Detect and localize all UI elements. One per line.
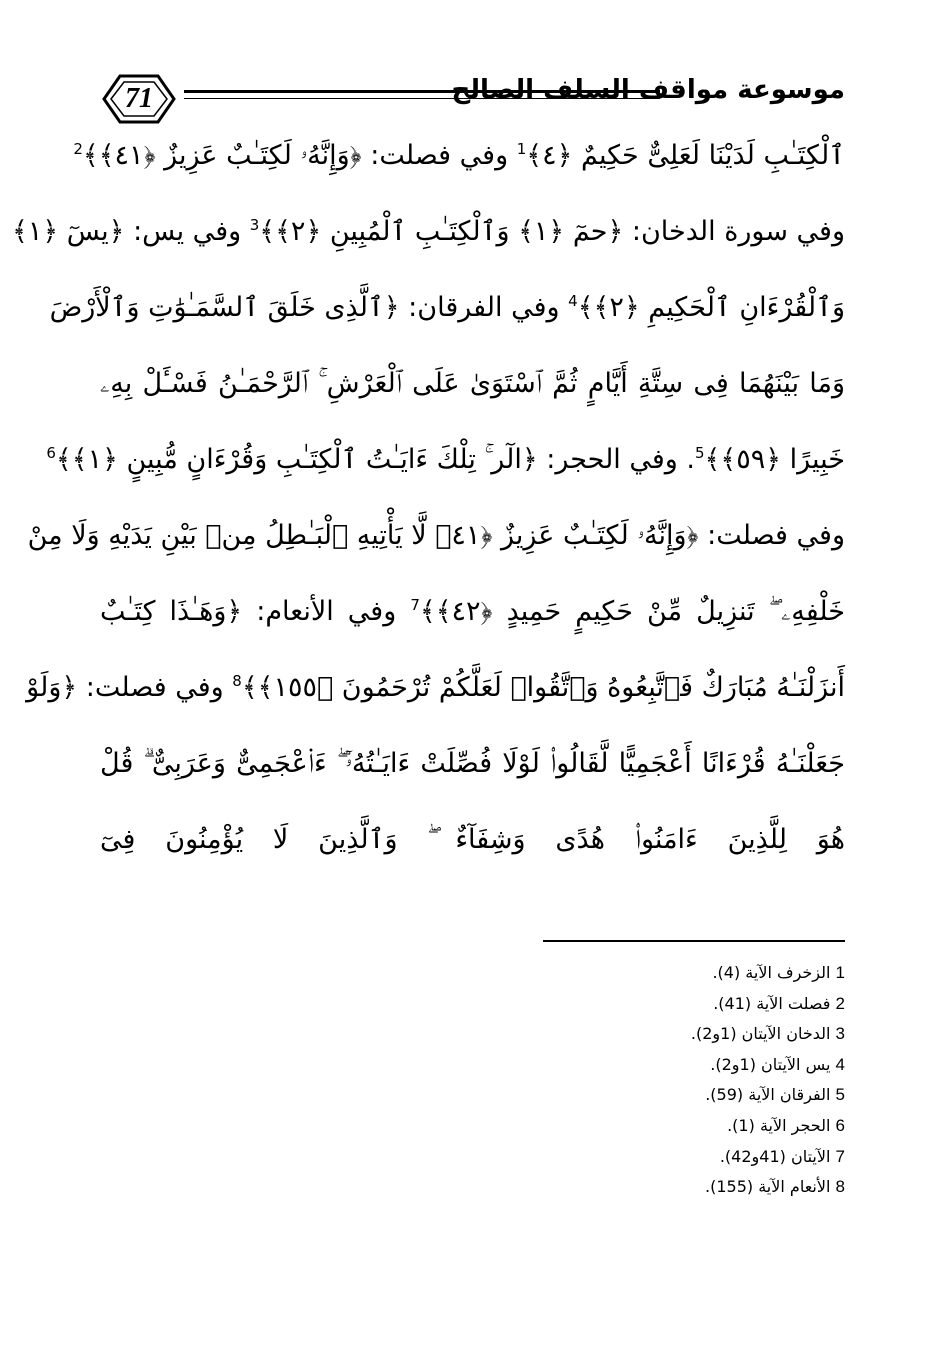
text-line: جَعَلْنَـٰهُ قُرْءَانًا أَعْجَمِيًّا لَّقَالُوا۟ لَوْلَا فُصِّلَتْ ءَايَـٰتُهُۥٓ ۖ ءَا۬عْجَمِىٌّ وَعَرَبِىٌّ ۗ قُلْ (100, 748, 845, 779)
footnote-ref[interactable]: 3 (249, 216, 260, 234)
text-line: وَمَا بَيْنَهُمَا فِى سِتَّةِ أَيَّامٍ ثُمَّ ٱسْتَوَىٰ عَلَى ٱلْعَرْشِ ۚ ٱلرَّحْمَـٰنُ فَسْـَٔلْ بِهِۦ (100, 368, 845, 399)
text-line: وفي فصلت: ﴿وَإِنَّهُۥ لَكِتَـٰبٌ عَزِيزٌ ﴿٤١﴾ لَّا يَأْتِيهِ ٱلْبَـٰطِلُ مِنۢ بَيْنِ يَدَيْهِ وَلَا مِنْ (27, 520, 845, 551)
footnote-item (540, 1019, 845, 1050)
text-line: وَٱلْقُرْءَانِ ٱلْحَكِيمِ ﴿٢﴾﴾$^4$ وفي الفرقان: ﴿ٱلَّذِى خَلَقَ ٱلسَّمَـٰوَٰتِ وَٱلْأَرْضَ (49, 292, 845, 323)
footnote-divider (543, 940, 845, 942)
text-line: خَبِيرًا ﴿٥٩﴾﴾$^5$. وفي الحجر: ﴿الٓر ۚ تِلْكَ ءَايَـٰتُ ٱلْكِتَـٰبِ وَقُرْءَانٍ مُّبِينٍ ﴿١﴾﴾$^6$ (46, 444, 845, 475)
footnotes (540, 958, 845, 1203)
footnote-number: 7 (835, 1146, 845, 1166)
main-text (11, 118, 845, 878)
footnote-item (540, 1172, 845, 1203)
footnote-text: يس الآيتان (1و2). (710, 1054, 831, 1074)
footnote-number: 4 (835, 1054, 845, 1074)
book-title: موسوعة مواقف السلف الصالح (451, 75, 845, 105)
footnote-number: 2 (835, 993, 845, 1013)
footnote-item (540, 958, 845, 989)
footnote-ref[interactable]: 7 (410, 596, 420, 614)
footnote-item (540, 1111, 845, 1142)
footnote-ref[interactable]: 6 (46, 444, 56, 462)
footnote-text: فصلت الآية (41). (713, 993, 831, 1013)
footnote-ref[interactable]: 4 (568, 292, 578, 310)
footnote-text: الزخرف الآية (4). (712, 963, 831, 982)
footnote-ref[interactable]: 5 (695, 444, 705, 462)
footnote-text: الحجر الآية (1). (727, 1115, 831, 1135)
footnote-ref[interactable]: 8 (232, 672, 242, 690)
text-line: خَلْفِهِۦ ۖ تَنزِيلٌ مِّنْ حَكِيمٍ حَمِيدٍ ﴿٤٢﴾﴾$^7$ وفي الأنعام: ﴿وَهَـٰذَا كِتَـٰبٌ (100, 596, 845, 627)
footnote-item (540, 1080, 845, 1111)
footnote-text: الأنعام الآية (155). (705, 1177, 831, 1197)
footnote-item (540, 1142, 845, 1173)
footnote-ref[interactable]: 1 (516, 140, 527, 158)
footnote-item (540, 989, 845, 1020)
footnote-number: 1 (835, 963, 845, 982)
text-line: ٱلْكِتَـٰبِ لَدَيْنَا لَعَلِىٌّ حَكِيمٌ ﴿٤﴾$^1$ وفي فصلت: ﴿وَإِنَّهُۥ لَكِتَـٰبٌ عَزِيزٌ ﴿٤١﴾﴾$^2$ (73, 140, 845, 171)
footnote-item (540, 1050, 845, 1081)
text-line: أَنزَلْنَـٰهُ مُبَارَكٌ فَٱتَّبِعُوهُ وَٱتَّقُوا۟ لَعَلَّكُمْ تُرْحَمُونَ ﴿١٥٥﴾﴾$^8$ وفي فصلت: ﴿وَلَوْ (26, 672, 845, 703)
footnote-number: 3 (835, 1024, 845, 1044)
footnote-text: الفرقان الآية (59). (705, 1085, 831, 1105)
footnote-number: 5 (835, 1085, 845, 1105)
footnote-number: 8 (835, 1177, 845, 1197)
footnote-text: الآيتان (41و42). (719, 1146, 831, 1166)
text-line: وفي سورة الدخان: ﴿حمٓ ﴿١﴾ وَٱلْكِتَـٰبِ ٱلْمُبِينِ ﴿٢﴾﴾$^3$ وفي يس: ﴿يسٓ ﴿١﴾ (11, 216, 845, 247)
footnote-number: 6 (835, 1115, 845, 1135)
footnote-text: الدخان الآيتان (1و2). (690, 1024, 831, 1044)
footnote-ref[interactable]: 2 (73, 140, 83, 158)
text-line: هُوَ لِلَّذِينَ ءَامَنُوا۟ هُدًى وَشِفَآءٌ ۖ وَٱلَّذِينَ لَا يُؤْمِنُونَ فِىٓ (100, 824, 845, 855)
page-number: 71 (125, 83, 153, 114)
